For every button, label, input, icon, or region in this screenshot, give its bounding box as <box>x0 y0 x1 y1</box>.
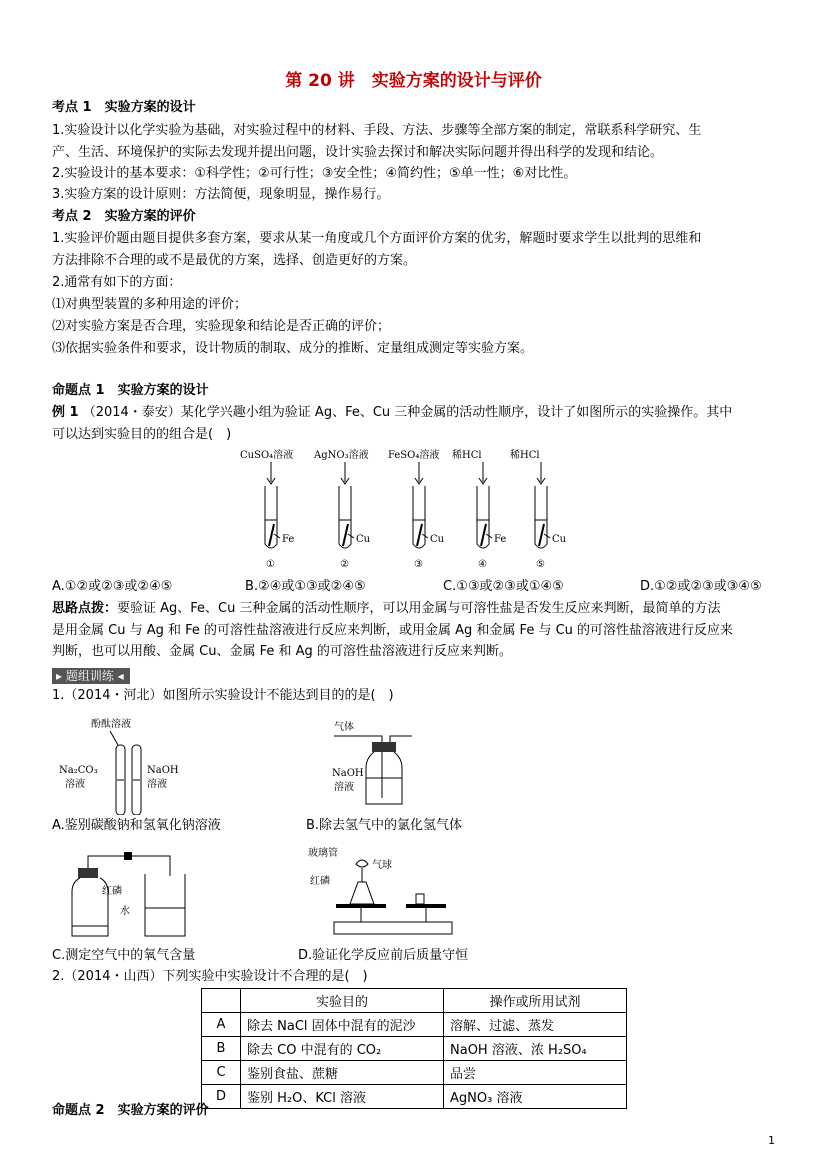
tube-reagent-label: FeSO₄溶液 <box>388 450 440 461</box>
practice-tag-text: 题组训练 <box>65 669 114 683</box>
q1-option-c: C.测定空气中的氧气含量 <box>52 948 196 963</box>
figD-balloon <box>356 860 368 867</box>
hint-label: 思路点拨： <box>52 601 118 616</box>
table-cell: B <box>202 1037 241 1061</box>
option-a: A.①②或②③或②④⑤ <box>52 579 173 594</box>
s2-p1b: 方法排除不合理的或不是最优的方案，选择、创造更好的方案。 <box>52 253 417 268</box>
example-1-text-a: （2014・泰安）某化学兴趣小组为验证 Ag、Fe、Cu 三种金属的活动性顺序，设计了如图所示的实验操作。其中 <box>82 405 733 420</box>
example-label: 例 1 <box>52 405 79 420</box>
figure-a <box>55 715 245 815</box>
topic-heading-2: 命题点 2 实验方案的评价 <box>52 1103 209 1118</box>
section-heading-1: 考点 1 实验方案的设计 <box>52 100 196 115</box>
s2-p1a: 1.实验评价题由题目提供多套方案，要求从某一角度或几个方面评价方案的优劣，解题时要求学生以批判的思维和 <box>52 231 702 246</box>
table-row <box>202 1061 627 1085</box>
table-cell: D <box>202 1085 241 1109</box>
q2-stem: 2.（2014・山西）下列实验中实验设计不合理的是( ) <box>52 969 368 984</box>
table-cell: 品尝 <box>444 1061 627 1085</box>
section-heading-2: 考点 2 实验方案的评价 <box>52 209 196 224</box>
figA-top-label: 酚酞溶液 <box>91 719 131 730</box>
s1-p3: 3.实验方案的设计原则：方法简便，现象明显，操作易行。 <box>52 187 390 202</box>
tube-metal-strip <box>539 524 544 546</box>
figC-w-label: 水 <box>120 906 130 917</box>
table-cell: C <box>202 1061 241 1085</box>
q1-option-d: D.验证化学反应前后质量守恒 <box>298 948 469 963</box>
table-row <box>202 1085 627 1109</box>
tube-reagent-label: 稀HCl <box>452 450 482 461</box>
table-cell: 除去 NaCl 固体中混有的泥沙 <box>241 1013 444 1037</box>
table-row <box>202 1037 627 1061</box>
table-cell: NaOH 溶液、浓 H₂SO₄ <box>444 1037 627 1061</box>
table-cell: 鉴别食盐、蔗糖 <box>241 1061 444 1085</box>
table-cell: 鉴别 H₂O、KCl 溶液 <box>241 1085 444 1109</box>
tube-metal-strip <box>269 524 274 546</box>
tube-metal-strip <box>481 524 486 546</box>
figB-label-1: NaOH <box>332 768 364 779</box>
s1-p2: 2.实验设计的基本要求：①科学性；②可行性；③安全性；④简约性；⑤单一性；⑥对比性。 <box>52 166 577 181</box>
figD-base <box>334 922 452 934</box>
hint-line-b: 是用金属 Cu 与 Ag 和 Fe 的可溶性盐溶液进行反应来判断，或用金属 Ag 和金属 Fe 与 Cu 的可溶性盐溶液进行反应来 <box>52 623 734 638</box>
figC-p-label: 红磷 <box>102 886 122 897</box>
figA-right-1: NaOH <box>147 765 179 776</box>
figD-weight <box>416 894 424 904</box>
page-title: 第 20 讲 实验方案的设计与评价 <box>285 71 542 91</box>
q2-table <box>201 988 627 1109</box>
s1-p1b: 产、生活、环境保护的实际去发现并提出问题，设计实验去探讨和解决实际问题并得出科学的发现和结论。 <box>52 145 664 160</box>
example-1-line-b: 可以达到实验目的的组合是( ) <box>52 427 232 442</box>
tube-metal-label: Fe <box>494 534 507 545</box>
figC-beaker <box>145 874 185 936</box>
s2-item-2: ⑵对实验方案是否合理，实验现象和结论是否正确的评价； <box>52 319 391 334</box>
figD-pan-left <box>336 904 386 908</box>
figC-stopper <box>78 868 98 878</box>
s1-p1a: 1.实验设计以化学实验为基础，对实验过程中的材料、手段、方法、步骤等全部方案的制定，常联系科学研究、生 <box>52 123 702 138</box>
figB-label-2: 溶液 <box>334 782 354 793</box>
hint-text-a: 要验证 Ag、Fe、Cu 三种金属的活动性顺序，可以用金属与可溶性盐是否发生反应来判断，最简单的方法 <box>117 601 721 616</box>
hint-line-c: 判断，也可以用酸、金属 Cu、金属 Fe 和 Ag 的可溶性盐溶液进行反应来判断。 <box>52 644 512 659</box>
option-c: C.①③或②③或①④⑤ <box>443 579 564 594</box>
figB-stopper <box>372 742 396 752</box>
q1-option-a: A.鉴别碳酸钠和氢氧化钠溶液 <box>52 818 221 833</box>
figB-gas-label: 气体 <box>334 722 354 733</box>
hint-line-a <box>52 599 721 619</box>
figA-right-2: 溶液 <box>147 779 167 790</box>
practice-tag-label: ▸ 题组训练 ◂ <box>52 668 130 684</box>
test-tubes-figure <box>240 446 600 571</box>
figA-pointer <box>110 731 118 745</box>
figA-left-1: Na₂CO₃ <box>59 765 98 776</box>
tube-metal-label: Cu <box>430 534 445 545</box>
q1-option-b: B.除去氢气中的氯化氢气体 <box>306 818 463 833</box>
practice-tag <box>52 667 130 684</box>
tube-number: ② <box>340 559 349 570</box>
table-header-cell: 实验目的 <box>241 989 444 1013</box>
table-cell: A <box>202 1013 241 1037</box>
figD-tube-label: 玻璃管 <box>308 848 338 859</box>
s2-item-1: ⑴对典型装置的多种用途的评价； <box>52 297 248 312</box>
tube-metal-label: Fe <box>282 534 295 545</box>
figD-ball-label: 气球 <box>372 860 392 871</box>
tube-reagent-label: CuSO₄溶液 <box>240 450 294 461</box>
topic-heading-1: 命题点 1 实验方案的设计 <box>52 383 209 398</box>
figD-pan-right <box>406 904 446 908</box>
tube-metal-strip <box>343 524 348 546</box>
figD-p-label: 红磷 <box>310 876 330 887</box>
figure-c <box>60 846 200 941</box>
tube-metal-label: Cu <box>356 534 371 545</box>
figA-left-2: 溶液 <box>65 779 85 790</box>
option-b: B.②④或①③或②④⑤ <box>245 579 366 594</box>
page-number: 1 <box>768 1134 775 1147</box>
q1-stem: 1.（2014・河北）如图所示实验设计不能达到目的的是( ) <box>52 688 394 703</box>
tube-number: ⑤ <box>536 559 545 570</box>
figD-flask <box>350 882 374 904</box>
figC-clamp <box>124 852 132 860</box>
table-row <box>202 1013 627 1037</box>
table-cell: 除去 CO 中混有的 CO₂ <box>241 1037 444 1061</box>
tube-reagent-label: 稀HCl <box>510 450 540 461</box>
tube-number: ④ <box>478 559 487 570</box>
option-d: D.①②或②③或③④⑤ <box>640 579 762 594</box>
tube-metal-label: Cu <box>552 534 567 545</box>
tube-metal-strip <box>417 524 422 546</box>
figure-b <box>330 718 470 808</box>
table-header-cell <box>202 989 241 1013</box>
s2-item-3: ⑶依据实验条件和要求，设计物质的制取、成分的推断、定量组成测定等实验方案。 <box>52 341 534 356</box>
table-cell: AgNO₃ 溶液 <box>444 1085 627 1109</box>
tube-reagent-label: AgNO₃溶液 <box>314 450 369 461</box>
example-1-line-a <box>52 403 732 423</box>
table-header-cell: 操作或所用试剂 <box>444 989 627 1013</box>
s2-p2: 2.通常有如下的方面： <box>52 275 182 290</box>
figure-d <box>306 842 466 942</box>
tube-number: ③ <box>414 559 423 570</box>
table-header-row <box>202 989 627 1013</box>
table-cell: 溶解、过滤、蒸发 <box>444 1013 627 1037</box>
tube-number: ① <box>266 559 275 570</box>
